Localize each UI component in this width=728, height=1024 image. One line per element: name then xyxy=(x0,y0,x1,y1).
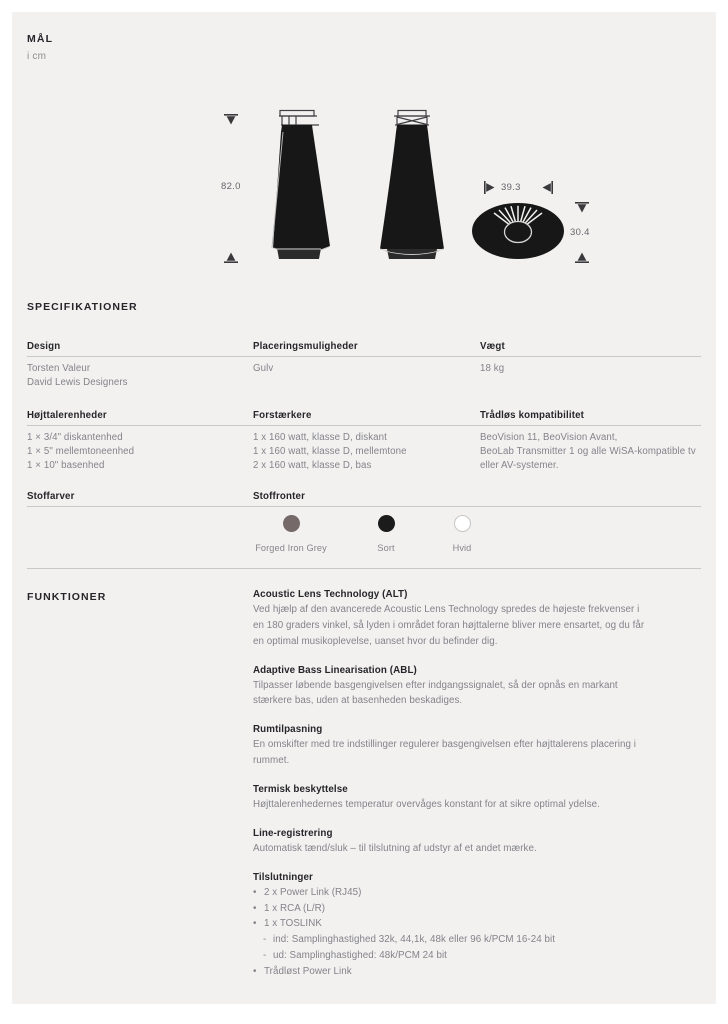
connections-list xyxy=(253,885,653,980)
driver-line-1: 1 × 3/4" diskantenhed xyxy=(27,432,123,443)
designer-name-2: David Lewis Designers xyxy=(27,376,128,388)
feature-alt-body: Ved hjælp af den avancerede Acoustic Lens Technology spredes de højeste frekvenser i en 180 graders vinkel, så lyden i området foran højttalerne bliver mere ensartet, og du får en optimal musikoplevelse, uanset hvor du befinder dig. xyxy=(253,604,645,647)
spec-row-1-divider xyxy=(27,356,701,357)
swatch-dot-hvid xyxy=(454,515,471,532)
driver-line-3: 1 × 10" basenhed xyxy=(27,459,105,471)
width-cap-right-icon xyxy=(542,181,553,199)
spec-header-wireless: Trådløs kompatibilitet xyxy=(480,410,585,421)
feature-room-adaptation-body: En omskifter med tre indstillinger regulerer basgengivelsen efter højttalerens placering i rummet. xyxy=(253,739,636,767)
connection-subitem: - ud: Samplinghastighed: 48k/PCM 24 bit xyxy=(253,948,653,964)
connection-item: • Trådløst Power Link xyxy=(253,964,653,980)
connection-item: • 1 x TOSLINK xyxy=(253,916,653,932)
section-divider-features xyxy=(27,568,701,569)
feature-alt-title: Acoustic Lens Technology (ALT) xyxy=(253,589,408,600)
feature-room-adaptation xyxy=(253,724,653,769)
feature-room-adaptation-title: Rumtilpasning xyxy=(253,724,323,736)
swatch-dot-sort xyxy=(378,515,395,532)
spec-value-amplifiers xyxy=(253,431,463,472)
height-cap-top-icon xyxy=(224,112,238,130)
width-cap-left-icon xyxy=(484,181,495,199)
amp-line-2: 1 x 160 watt, klasse D, mellemtone xyxy=(253,445,407,457)
dimensions-title: MÅL xyxy=(27,33,54,45)
feature-thermal-protection xyxy=(253,784,653,813)
spec-row-2-divider xyxy=(27,425,701,426)
specifications-title: SPECIFIKATIONER xyxy=(27,301,138,313)
connection-item: • 1 x RCA (L/R) xyxy=(253,901,653,917)
connection-subitem: - ind: Samplinghastighed 32k, 44,1k, 48k eller 96 k/PCM 16-24 bit xyxy=(253,932,653,948)
feature-abl-body: Tilpasser løbende basgengivelsen efter indgangssignalet, så der opnås en markant stærkere bas, uden at basenheden beskadiges. xyxy=(253,679,618,707)
product-dimension-drawings xyxy=(27,90,701,280)
height-cap-bottom-icon xyxy=(224,250,238,268)
swatch-label-hvid: Hvid xyxy=(452,543,472,553)
speaker-top-view-illustration xyxy=(470,198,566,264)
designer-name-1: Torsten Valeur xyxy=(27,363,91,374)
wireless-line-3: eller AV-systemer. xyxy=(480,459,559,471)
feature-line-sensing xyxy=(253,828,653,857)
features-list xyxy=(253,589,653,995)
spec-value-drivers xyxy=(27,431,237,472)
swatch-sort[interactable] xyxy=(346,515,426,553)
speaker-front-view-illustration xyxy=(372,108,452,266)
feature-line-sensing-body: Automatisk tænd/sluk – til tilslutning af udstyr af et andet mærke. xyxy=(253,842,537,854)
content-area xyxy=(27,12,701,1004)
swatch-label-sort: Sort xyxy=(377,543,395,553)
amp-line-3: 2 x 160 watt, klasse D, bas xyxy=(253,459,372,471)
depth-cap-top-icon xyxy=(575,200,589,218)
swatch-hvid[interactable] xyxy=(422,515,502,553)
wireless-line-1: BeoVision 11, BeoVision Avant, xyxy=(480,432,618,443)
spec-value-placement xyxy=(253,362,463,376)
feature-connections xyxy=(253,872,653,980)
width-dimension-label: 39.3 xyxy=(501,182,521,193)
spec-row-fabric-divider xyxy=(27,506,701,507)
feature-thermal-protection-title: Termisk beskyttelse xyxy=(253,784,348,796)
depth-cap-bottom-icon xyxy=(575,250,589,268)
feature-thermal-protection-body: Højttalerenhedernes temperatur overvåges konstant for at sikre optimal ydelse. xyxy=(253,799,600,811)
feature-abl xyxy=(253,665,653,710)
spec-header-drivers: Højttalerenheder xyxy=(27,410,107,421)
connection-item: • 2 x Power Link (RJ45) xyxy=(253,885,653,901)
placement-value: Gulv xyxy=(253,363,274,374)
height-dimension-label: 82.0 xyxy=(221,181,241,192)
spec-header-fabric-fronts: Stoffronter xyxy=(253,491,306,502)
swatch-dot-forged-iron-grey xyxy=(283,515,300,532)
wireless-line-2: BeoLab Transmitter 1 og alle WiSA-kompatible tv xyxy=(480,445,696,457)
depth-dimension-label: 30.4 xyxy=(570,227,590,238)
spec-value-wireless xyxy=(480,431,704,472)
spec-sheet-page xyxy=(12,12,716,1004)
swatch-label-forged-iron-grey: Forged Iron Grey xyxy=(255,543,327,553)
feature-abl-title: Adaptive Bass Linearisation (ABL) xyxy=(253,664,417,676)
spec-value-design xyxy=(27,362,237,390)
spec-header-weight: Vægt xyxy=(480,341,505,352)
speaker-side-view-illustration xyxy=(255,108,347,266)
spec-header-amplifiers: Forstærkere xyxy=(253,410,312,421)
features-title: FUNKTIONER xyxy=(27,591,107,603)
feature-line-sensing-title: Line-registrering xyxy=(253,827,333,839)
weight-value: 18 kg xyxy=(480,363,505,374)
feature-alt xyxy=(253,589,653,650)
swatch-forged-iron-grey[interactable] xyxy=(251,515,331,553)
spec-header-placement: Placeringsmuligheder xyxy=(253,341,358,352)
spec-header-fabric-colors: Stoffarver xyxy=(27,491,75,502)
spec-header-design: Design xyxy=(27,341,61,352)
connections-title: Tilslutninger xyxy=(253,871,313,883)
amp-line-1: 1 x 160 watt, klasse D, diskant xyxy=(253,432,387,443)
dimensions-unit-label: i cm xyxy=(27,51,47,62)
spec-value-weight xyxy=(480,362,690,376)
driver-line-2: 1 × 5" mellemtoneenhed xyxy=(27,445,135,457)
